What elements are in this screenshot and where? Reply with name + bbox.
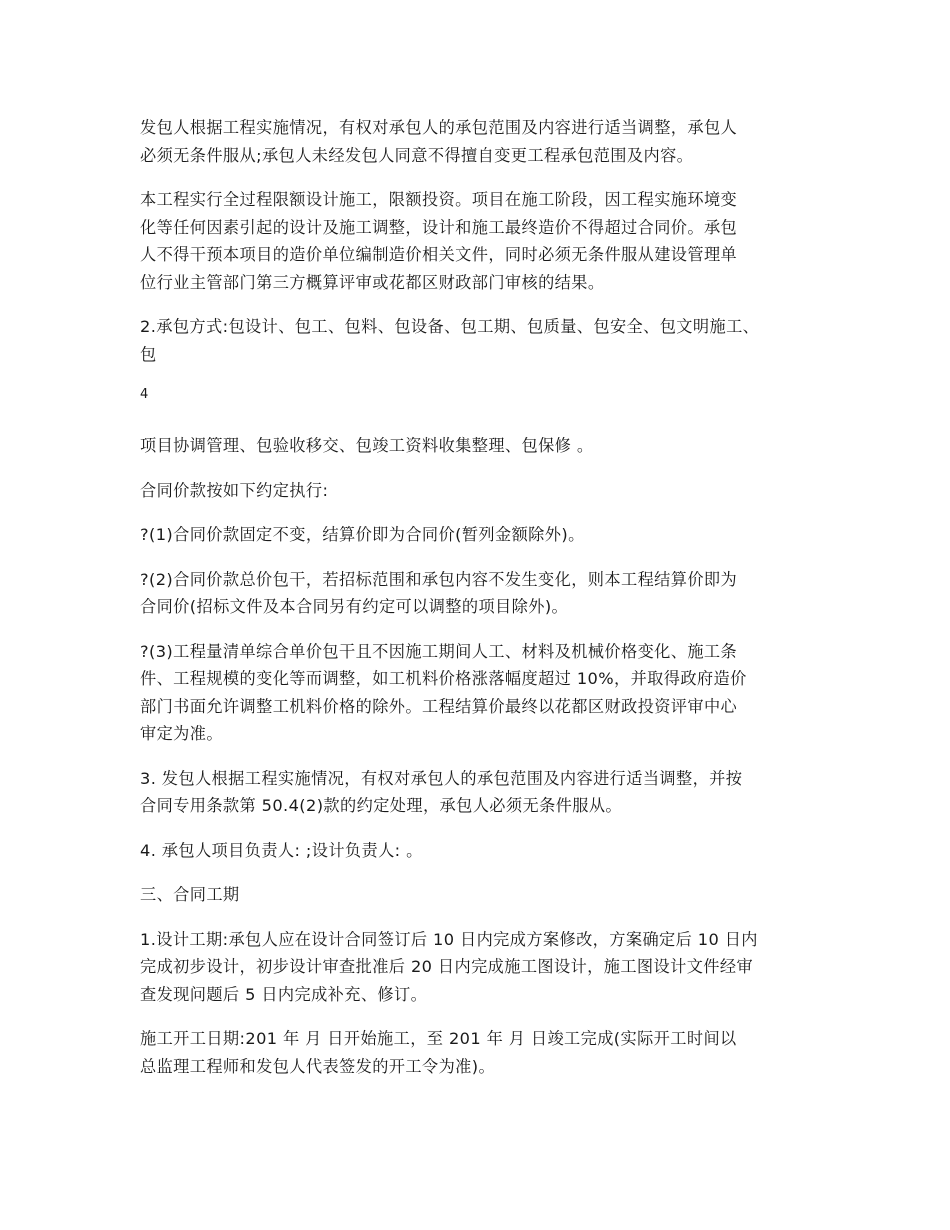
text-line: 人不得干预本项目的造价单位编制造价相关文件，同时必须无条件服从建设管理单	[140, 245, 738, 264]
text-line: 发包人根据工程实施情况，有权对承包人的承包范围及内容进行适当调整，承包人	[140, 118, 738, 137]
text-line: 三、合同工期	[140, 885, 240, 904]
text-line: 包	[140, 344, 157, 364]
paragraph	[140, 1025, 815, 1080]
text-line: 总监理工程师和发包人代表签发的开工令为准)。	[140, 1056, 496, 1076]
text-line: 审定为准。	[140, 724, 223, 743]
page-number: 4	[140, 387, 149, 402]
paragraph	[140, 432, 815, 460]
paragraph	[140, 566, 815, 621]
text-line: 施工开工日期:201 年 月 日开始施工，至 201 年 月 日竣工完成(实际开工时间以	[140, 1029, 737, 1048]
text-line: 必须无条件服从;承包人未经发包人同意不得擅自变更工程承包范围及内容。	[140, 145, 694, 165]
text-line: 件、工程规模的变化等而调整，如工机料价格涨落幅度超过 10%，并取得政府造价	[140, 669, 747, 688]
document-body-before-page-number	[140, 114, 815, 368]
text-line: 合同专用条款第 50.4(2)款的约定处理，承包人必须无条件服从。	[140, 796, 623, 815]
text-line: 本工程实行全过程限额设计施工，限额投资。项目在施工阶段，因工程实施环境变	[140, 190, 738, 209]
text-line: ?(3)工程量清单综合单价包干且不因施工期间人工、材料及机械价格变化、施工条	[140, 641, 738, 661]
text-line: 4. 承包人项目负责人: ;设计负责人: 。	[140, 840, 423, 860]
paragraph	[140, 765, 815, 820]
text-line: 位行业主管部门第三方概算评审或花都区财政部门审核的结果。	[140, 272, 605, 292]
document-body-after-page-number	[140, 432, 815, 1080]
text-line: 合同价款按如下约定执行:	[140, 480, 329, 500]
text-line: 项目协调管理、包验收移交、包竣工资料收集整理、包保修 。	[140, 436, 594, 455]
text-line: 合同价(招标文件及本合同另有约定可以调整的项目除外)。	[140, 597, 569, 616]
text-line: 3. 发包人根据工程实施情况，有权对承包人的承包范围及内容进行适当调整，并按	[140, 768, 743, 788]
text-line: 查发现问题后 5 日内完成补充、修订。	[140, 984, 428, 1004]
paragraph	[140, 926, 815, 1009]
paragraph	[140, 837, 815, 865]
paragraph	[140, 881, 815, 909]
paragraph	[140, 186, 815, 296]
paragraph	[140, 114, 815, 169]
document-page	[140, 114, 815, 1097]
paragraph	[140, 521, 815, 549]
text-line: ?(1)合同价款固定不变，结算价即为合同价(暂列金额除外)。	[140, 525, 585, 544]
text-line: 完成初步设计，初步设计审查批准后 20 日内完成施工图设计，施工图设计文件经审	[140, 957, 754, 976]
paragraph	[140, 638, 815, 748]
text-line: 化等任何因素引起的设计及施工调整，设计和施工最终造价不得超过合同价。承包	[140, 217, 738, 237]
text-line: 2.承包方式:包设计、包工、包料、包设备、包工期、包质量、包安全、包文明施工、	[140, 317, 760, 336]
text-line: 部门书面允许调整工机料价格的除外。工程结算价最终以花都区财政投资评审中心	[140, 696, 738, 716]
paragraph	[140, 477, 815, 505]
paragraph	[140, 313, 815, 368]
text-line: 1.设计工期:承包人应在设计合同签订后 10 日内完成方案修改，方案确定后 10 日内	[140, 929, 758, 949]
text-line: ?(2)合同价款总价包干，若招标范围和承包内容不发生变化，则本工程结算价即为	[140, 569, 738, 589]
